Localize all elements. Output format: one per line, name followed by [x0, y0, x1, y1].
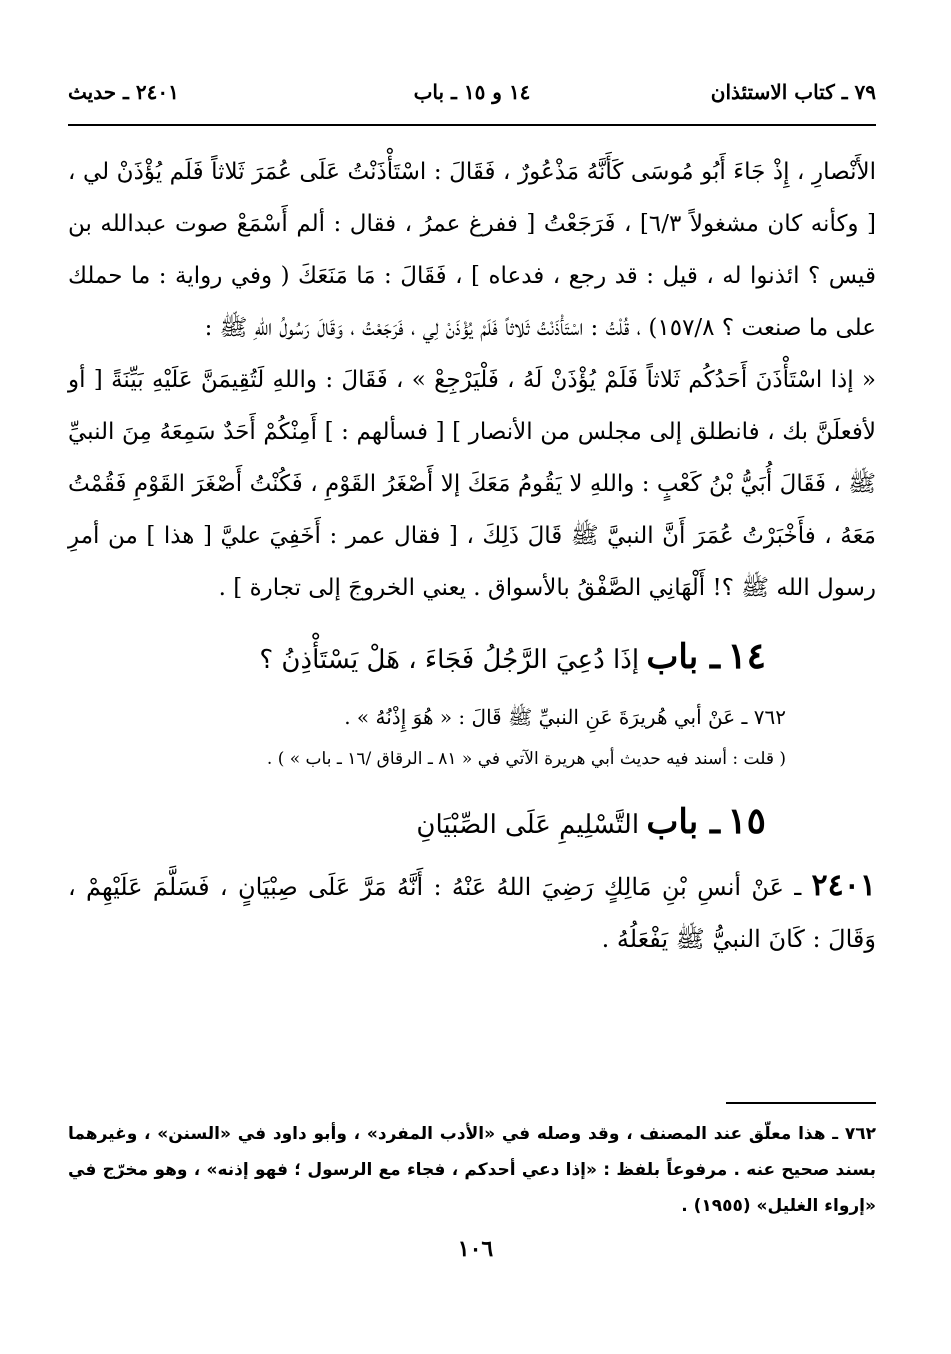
header-chapters: ١٤ و ١٥ ـ باب [413, 80, 531, 104]
running-header [68, 80, 876, 120]
header-book-title: ٧٩ ـ كتاب الاستئذان [710, 80, 876, 104]
main-text [68, 146, 876, 965]
hadith-762-note: ( قلت : أسند فيه حديث أبي هريرة الآتي في « ٨١ ـ الرقاق /١٦ ـ باب » ) . [266, 749, 786, 769]
hadith-762: ٧٦٢ ـ عَنْ أبي هُريرَةَ عَنِ النبيِّ ﷺ قَالَ : « هُوَ إِذْنُهُ » . [344, 705, 786, 729]
footnote-rule [726, 1102, 876, 1104]
chapter-14-number: ١٤ [727, 635, 766, 677]
chapter-14-heading [68, 628, 876, 689]
hadith-2401 [68, 860, 876, 965]
footnote-762: ٧٦٢ ـ هذا معلّق عند المصنف ، وقد وصله في «الأدب المفرد» ، وأبو داود في «السنن» ، وغيرهما بسند صحيح عنه . مرفوعاً بلفظ : «إذا دعي أحدكم ، فجاء مع الرسول ؛ فهو إذنه» ، وهو مخرّج في «إرواء الغليل» (١٩٥٥) . [68, 1124, 876, 1216]
hadith-2401-number: ٢٤٠١ [811, 868, 876, 903]
paragraph-continuation: الأَنْصارِ ، إِذْ جَاءَ أَبُو مُوسَى كَأَنَّهُ مَذْعُورٌ ، فَقَالَ : اسْتَأْذَنْتُ عَلَى عُمَرَ ثَلاثاً فَلَم يُؤْذَنْ لي ، [ وكأنه كان مشغولاً ٦/٣] ، فَرَجَعْتُ [ ففرغ عمرُ ، فقال : ألم أَسْمَعْ صوت عبدالله بن قيس ؟ ائذنوا له ، قيل : قد رجع ، فدعاه ] ، فَقَالَ : مَا مَنَعَكَ ( وفي رواية : ما حملك على ما صنعت ؟ ١٥٧/٨) ، قُلْتُ : اسْتَأْذَنْتُ ثَلاثاً فَلَمْ يُؤْذَنْ لِي ، فَرَجَعْتُ ، وَقَالَ رَسُولُ اللهِ ﷺ : [68, 159, 876, 341]
chapter-15-title: التَّسْلِيمِ عَلَى الصِّبْيَانِ [416, 810, 640, 840]
chapter-15-keyword: ـ باب [646, 802, 721, 842]
chapter-14-keyword: ـ باب [646, 637, 721, 677]
chapter-14-title: إذَا دُعِيَ الرَّجُلُ فَجَاءَ ، هَلْ يَسْتَأْذِنُ ؟ [259, 645, 640, 675]
chapter-15-heading [68, 793, 876, 854]
header-rule [68, 124, 876, 126]
hadith-2401-text: ـ عَنْ أنسِ بْنِ مَالِكٍ رَضِيَ اللهُ عَنْهُ : أَنَّهُ مَرَّ عَلَى صِبْيَانٍ ، فَسَلَّمَ عَلَيْهِمْ ، وَقَالَ : كَانَ النبيُّ ﷺ يَفْعَلُهُ . [68, 873, 876, 953]
header-hadith-number: ٢٤٠١ ـ حديث [68, 80, 179, 104]
chapter-15-number: ١٥ [727, 800, 766, 842]
paragraph-hadith-quote: « إذا اسْتَأْذَنَ أَحَدُكُم ثَلاثاً فَلَمْ يُؤْذَنْ لَهُ ، فَلْيَرْجِعْ » ، فَقَالَ : واللهِ لَتُقِيمَنَّ عَلَيْهِ بَيِّنَةً [ أو لأفعلَنَّ بك ، فانطلق إلى مجلس من الأنصار ] [ فسألهم : ] أَمِنْكُمْ أَحَدٌ سَمِعَهُ مِنَ النبيِّ ﷺ ، فَقَالَ أُبَيُّ بْنُ كَعْبٍ : واللهِ لا يَقُومُ مَعَكَ إلا أَصْغَرُ القَوْمِ ، فَكُنْتُ أَصْغَرَ القَوْمِ فَقُمْتُ مَعَهُ ، فأَخْبَرْتُ عُمَرَ أَنَّ النبيَّ ﷺ قَالَ ذَلِكَ ، [ فقال عمر : أَخَفِيَ عليَّ [ هذا ] من أمرِ رسول الله ﷺ ؟! أَلْهَانِي الصَّفْقُ بالأسواق . يعني الخروجَ إلى تجارة ] . [68, 367, 876, 601]
page-number: ١٠٦ [457, 1236, 494, 1262]
